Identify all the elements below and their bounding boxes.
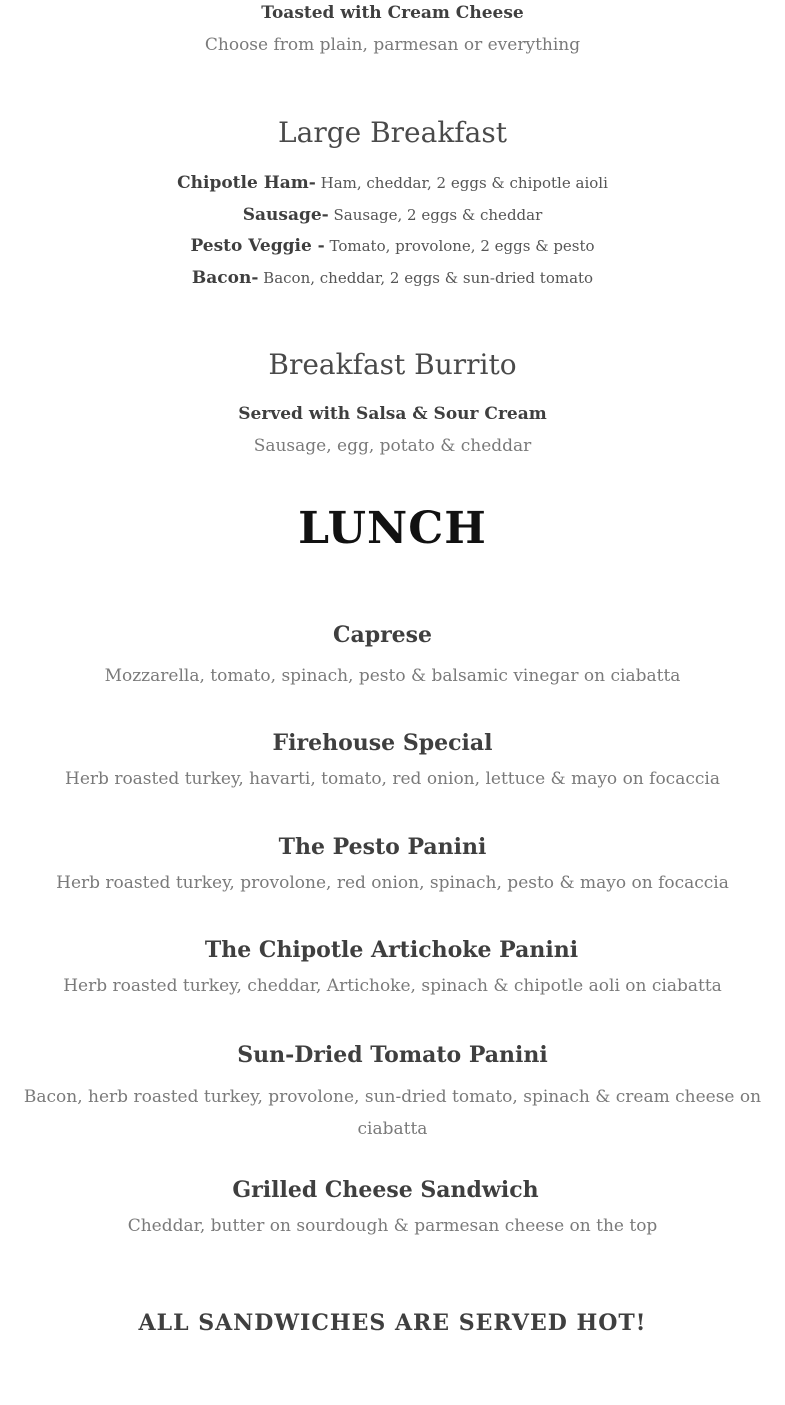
sandwich-name: Caprese: [332, 622, 433, 648]
sandwich-name: Sun-Dried Tomato Panini: [237, 1042, 548, 1068]
bagel-topping-title: Toasted with Cream Cheese: [261, 3, 524, 23]
item-description: Ham, cheddar, 2 eggs & chipotle aioli: [315, 174, 608, 192]
bagel-topping-description: Choose from plain, parmesan or everything: [204, 35, 581, 55]
sandwich-description: Cheddar, butter on sourdough & parmesan cheese on the top: [127, 1216, 658, 1236]
sandwich-description: Herb roasted turkey, havarti, tomato, red onion, lettuce & mayo on focaccia: [65, 769, 720, 789]
item-description: Tomato, provolone, 2 eggs & pesto: [324, 237, 595, 255]
sandwich-description: Herb roasted turkey, cheddar, Artichoke, spinach & chipotle aoli on ciabatta: [63, 976, 722, 996]
large-breakfast-item: [0, 236, 785, 256]
breakfast-burrito-description: Sausage, egg, potato & cheddar: [253, 436, 532, 456]
sandwich-name: The Pesto Panini: [278, 834, 487, 860]
large-breakfast-item: [0, 268, 785, 288]
lunch-heading: LUNCH: [298, 503, 487, 554]
sandwich-description: Bacon, herb roasted turkey, provolone, sun-dried tomato, spinach & cream cheese on ciabatta: [23, 1087, 762, 1139]
item-name: Pesto Veggie -: [190, 236, 325, 256]
sandwiches-served-hot-note: ALL SANDWICHES ARE SERVED HOT!: [138, 1310, 647, 1336]
item-name: Bacon-: [191, 268, 259, 288]
sandwich-description: Mozzarella, tomato, spinach, pesto & balsamic vinegar on ciabatta: [104, 666, 681, 686]
breakfast-burrito-subtitle: Served with Salsa & Sour Cream: [238, 404, 547, 424]
sandwich-name: Firehouse Special: [272, 730, 493, 756]
sandwich-name: The Chipotle Artichoke Panini: [204, 937, 579, 963]
item-description: Bacon, cheddar, 2 eggs & sun-dried tomato: [258, 269, 594, 287]
breakfast-burrito-heading: Breakfast Burrito: [268, 348, 517, 381]
large-breakfast-item: [0, 205, 785, 225]
item-name: Chipotle Ham-: [177, 173, 316, 193]
sandwich-name: Grilled Cheese Sandwich: [232, 1177, 539, 1203]
item-name: Sausage-: [242, 205, 329, 225]
large-breakfast-heading: Large Breakfast: [278, 116, 507, 149]
sandwich-description: Herb roasted turkey, provolone, red onion, spinach, pesto & mayo on focaccia: [56, 873, 729, 893]
large-breakfast-item: [0, 173, 785, 193]
item-description: Sausage, 2 eggs & cheddar: [328, 206, 543, 224]
